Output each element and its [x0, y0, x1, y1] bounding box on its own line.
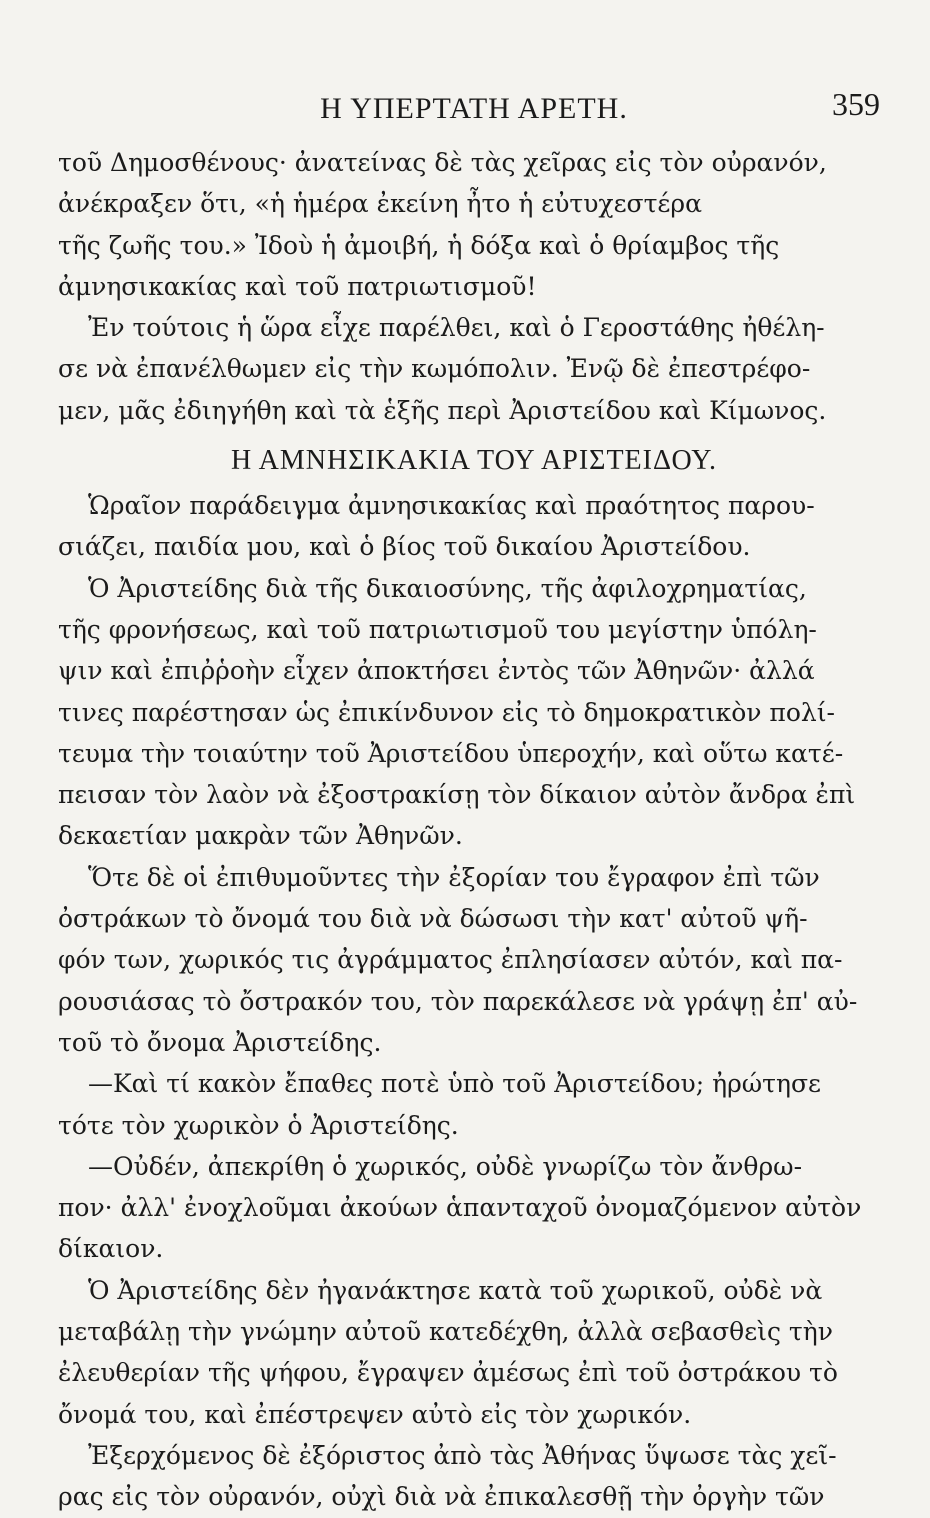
text-line: τῆς φρονήσεως, καὶ τοῦ πατριωτισμοῦ του μεγίστην ὑπόλη-	[58, 614, 817, 644]
text-line: —Οὐδέν, ἀπεκρίθη ὁ χωρικός, οὐδὲ γνωρίζω τὸν ἄνθρω-	[88, 1151, 803, 1181]
text-line: —Καὶ τί κακὸν ἔπαθες ποτὲ ὑπὸ τοῦ Ἀριστείδου; ἠρώτησε	[88, 1069, 821, 1099]
text-line: δεκαετίαν μακρὰν τῶν Ἀθηνῶν.	[58, 821, 463, 851]
text-line: ὀστράκων τὸ ὄνομά του διὰ νὰ δώσωσι τὴν κατ' αὐτοῦ ψῆ-	[58, 904, 808, 934]
text-line: μεν, μᾶς ἐδιηγήθη καὶ τὰ ἑξῆς περὶ Ἀριστείδου καὶ Κίμωνος.	[58, 395, 827, 425]
text-line: ρουσιάσας τὸ ὄστρακόν του, τὸν παρεκάλεσε νὰ γράψῃ ἐπ' αὐ-	[58, 986, 858, 1016]
text-line: Ὡραῖον παράδειγμα ἀμνησικακίας καὶ πραότητος παρου-	[88, 491, 815, 521]
text-line: τινες παρέστησαν ὡς ἐπικίνδυνον εἰς τὸ δημοκρατικὸν πολί-	[58, 697, 836, 727]
text-line: τότε τὸν χωρικὸν ὁ Ἀριστείδης.	[58, 1110, 459, 1140]
text-line: τῆς ζωῆς του.» Ἰδοὺ ἡ ἀμοιβή, ἡ δόξα καὶ ὁ θρίαμβος τῆς	[58, 230, 780, 260]
text-line: σε νὰ ἐπανέλθωμεν εἰς τὴν κωμόπολιν. Ἐνῷ δὲ ἐπεστρέφο-	[58, 354, 811, 384]
text-line: σιάζει, παιδία μου, καὶ ὁ βίος τοῦ δικαίου Ἀριστείδου.	[58, 532, 751, 562]
text-line: ἐλευθερίαν τῆς ψήφου, ἔγραψεν ἀμέσως ἐπὶ τοῦ ὀστράκου τὸ	[58, 1358, 838, 1388]
text-line: ρας εἰς τὸν οὐρανόν, οὐχὶ διὰ νὰ ἐπικαλεσθῇ τὴν ὀργὴν τῶν	[58, 1482, 825, 1512]
page-number: 359	[832, 86, 880, 122]
text-line: τοῦ Δημοσθένους· ἀνατείνας δὲ τὰς χεῖρας εἰς τὸν οὐρανόν,	[58, 148, 827, 177]
text-line: Ὁ Ἀριστείδης διὰ τῆς δικαιοσύνης, τῆς ἀφιλοχρηματίας,	[88, 573, 807, 603]
text-line: φόν των, χωρικός τις ἀγράμματος ἐπλησίασεν αὐτόν, καὶ πα-	[58, 945, 843, 975]
text-line: δίκαιον.	[58, 1234, 164, 1264]
text-line: πον· ἀλλ' ἐνοχλοῦμαι ἀκούων ἁπανταχοῦ ὀνομαζόμενον αὐτὸν	[58, 1193, 862, 1223]
text-line: τοῦ τὸ ὄνομα Ἀριστείδης.	[58, 1027, 382, 1057]
text-line: πεισαν τὸν λαὸν νὰ ἐξοστρακίσῃ τὸν δίκαιον αὐτὸν ἄνδρα ἐπὶ	[58, 780, 856, 810]
text-line: ὄνομά του, καὶ ἐπέστρεψεν αὐτὸ εἰς τὸν χωρικόν.	[58, 1399, 692, 1429]
text-line: μεταβάλῃ τὴν γνώμην αὐτοῦ κατεδέχθη, ἀλλὰ σεβασθεὶς τὴν	[58, 1317, 833, 1347]
running-header	[58, 86, 890, 142]
text-line: ψιν καὶ ἐπιῤῥοὴν εἶχεν ἀποκτήσει ἐντὸς τῶν Ἀθηνῶν· ἀλλά	[58, 656, 815, 686]
text-line: Ὁ Ἀριστείδης δὲν ἠγανάκτησε κατὰ τοῦ χωρικοῦ, οὐδὲ νὰ	[88, 1275, 823, 1305]
text-line: τευμα τὴν τοιαύτην τοῦ Ἀριστείδου ὑπεροχήν, καὶ οὕτω κατέ-	[58, 738, 844, 768]
text-line: ἀνέκραξεν ὅτι, «ἡ ἡμέρα ἐκείνη ἦτο ἡ εὐτυχεστέρα	[58, 189, 702, 219]
page-body	[58, 142, 890, 1518]
text-line: ἀμνησικακίας καὶ τοῦ πατριωτισμοῦ!	[58, 271, 537, 301]
text-line: Ὅτε δὲ οἱ ἐπιθυμοῦντες τὴν ἐξορίαν του ἔγραφον ἐπὶ τῶν	[88, 862, 820, 892]
text-line: Ἐν τούτοις ἡ ὥρα εἶχε παρέλθει, καὶ ὁ Γεροστάθης ἠθέλη-	[88, 313, 825, 343]
text-line: Ἐξερχόμενος δὲ ἐξόριστος ἀπὸ τὰς Ἀθήνας ὕψωσε τὰς χεῖ-	[88, 1440, 837, 1470]
running-title: Η ΥΠΕΡΤΑΤΗ ΑΡΕΤΗ.	[320, 92, 628, 125]
section-heading: Η ΑΜΝΗΣΙΚΑΚΙΑ ΤΟΥ ΑΡΙΣΤΕΙΔΟΥ.	[230, 445, 718, 477]
